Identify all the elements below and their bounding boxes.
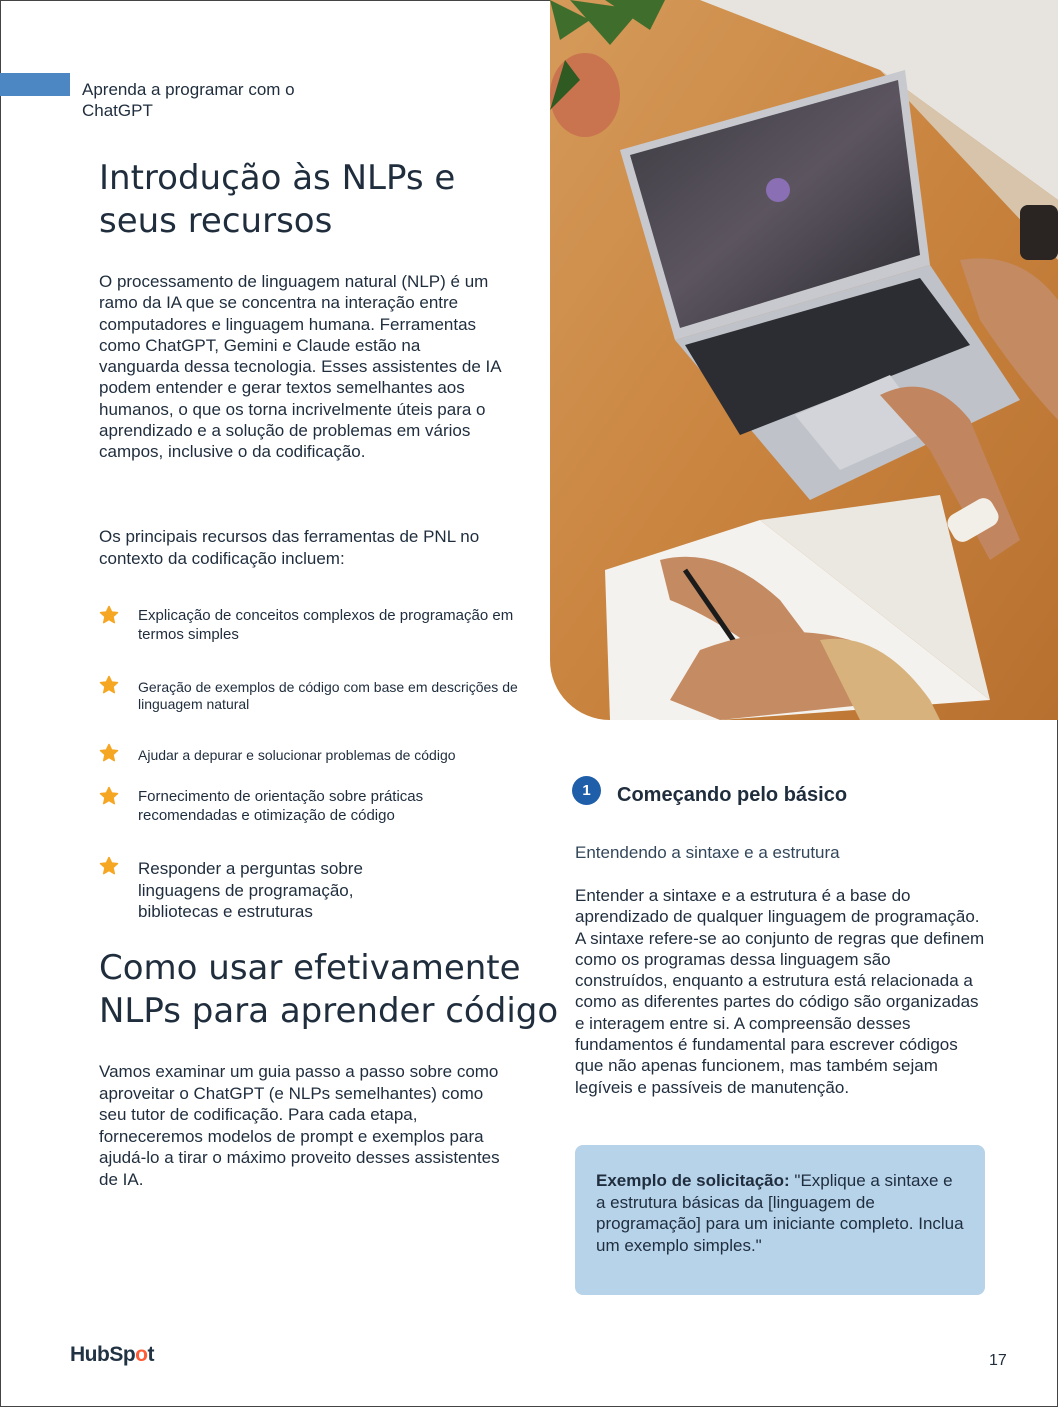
star-icon (99, 786, 119, 806)
step-paragraph: Entender a sintaxe e a estrutura é a base do aprendizado de qualquer linguagem de programação. A sintaxe refere-se ao conjunto de regras que definem como os programas dessa linguagem são construídos, enquanto a estrutura está relacionada a como as diferentes partes do código são organizadas e interagem entre si. A compreensão desses fundamentos é fundamental para escrever códigos que não apenas funcionem, mas também sejam legíveis e passíveis de manutenção. (575, 886, 985, 1097)
howto-paragraph: Vamos examinar um guia passo a passo sobre como aproveitar o ChatGPT (e NLPs semelhantes) como seu tutor de codificação. Para cada etapa, forneceremos modelos de prompt e exemplos para ajudá-lo a tirar o máximo proveito desses assistentes de IA. (99, 1062, 500, 1189)
list-item-text: Responder a perguntas sobre linguagens de programação, bibliotecas e estruturas (138, 859, 363, 921)
step-number-badge: 1 (572, 776, 601, 805)
list-item-text: Geração de exemplos de código com base em descrições de linguagem natural (138, 679, 518, 712)
star-icon (99, 743, 119, 763)
features-lead-paragraph: Os principais recursos das ferramentas de PNL no contexto da codificação incluem: (99, 527, 480, 568)
intro-paragraph: O processamento de linguagem natural (NLP) é um ramo da IA que se concentra na interação entre computadores e linguagem humana. Ferramentas como ChatGPT, Gemini e Claude estão na vanguarda dessa tecnologia. Esses assistentes de IA podem entender e gerar textos semelhantes aos humanos, o que os torna incrivelmente úteis para o aprendizado e a solução de problemas em vários campos, inclusive o da codificação. (99, 272, 501, 462)
step-title: Começando pelo básico (617, 784, 848, 806)
hubspot-logo: HubSpot (70, 1343, 154, 1366)
document-header-title: Aprenda a programar com o ChatGPT (82, 80, 295, 120)
callout-label: Exemplo de solicitação: (596, 1171, 790, 1190)
star-icon (99, 856, 119, 876)
star-icon (99, 605, 119, 625)
callout-body: "Explique a sintaxe e a estrutura básicas da [linguagem de programação] para um iniciante completo. Inclua um exemplo simples." (596, 1171, 964, 1255)
step-subtitle: Entendendo a sintaxe e a estrutura (575, 843, 840, 862)
page-number: 17 (989, 1352, 1007, 1369)
list-item-text: Ajudar a depurar e solucionar problemas de código (138, 747, 456, 763)
section-title-intro: Introdução às NLPs e seus recursos (99, 158, 456, 241)
laptop-notebook-photo (550, 0, 1058, 720)
prompt-example-callout (575, 1145, 985, 1295)
section-title-howto: Como usar efetivamente NLPs para aprender código (99, 948, 559, 1031)
star-icon (99, 675, 119, 695)
list-item-text: Explicação de conceitos complexos de programação em termos simples (138, 607, 514, 643)
list-item-text: Fornecimento de orientação sobre práticas recomendadas e otimização de código (138, 788, 424, 824)
callout-text (596, 1170, 966, 1256)
header-accent-bar (0, 73, 70, 96)
